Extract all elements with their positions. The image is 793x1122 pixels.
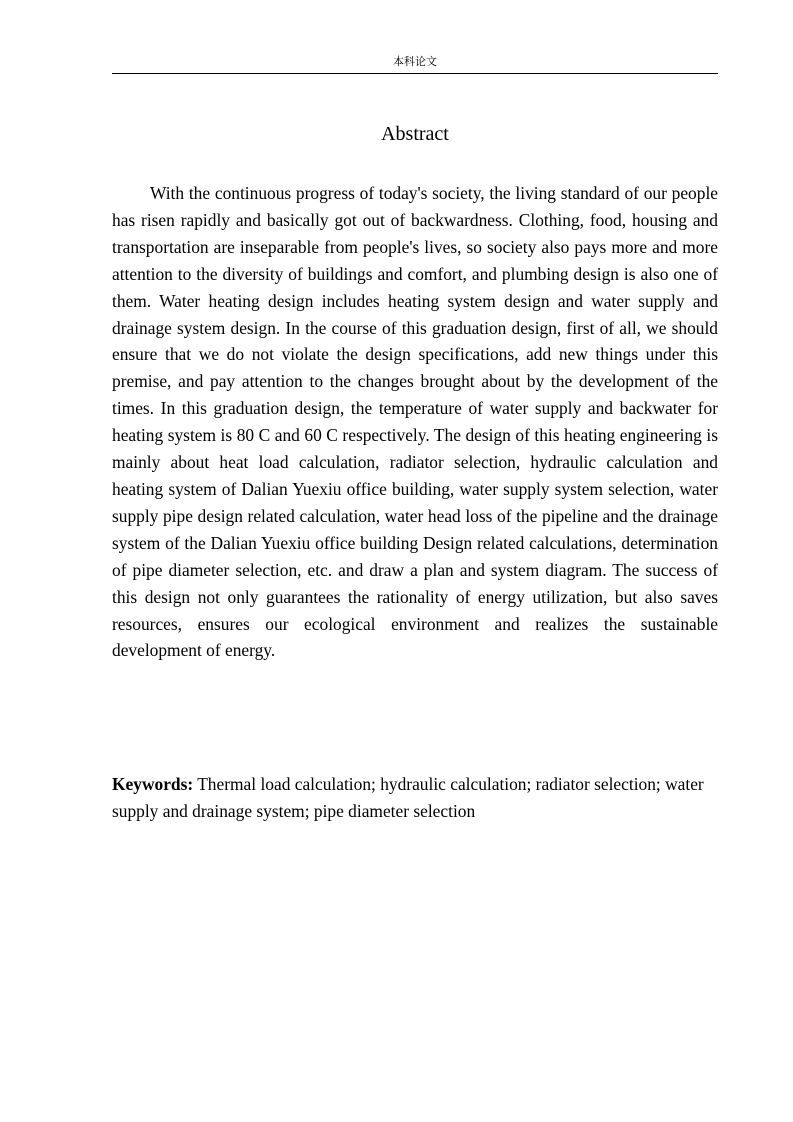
header-divider: [112, 73, 718, 74]
running-header: 本科论文: [393, 55, 437, 68]
keywords-label: Keywords:: [112, 774, 194, 794]
abstract-body: With the continuous progress of today's society, the living standard of our people has risen rapidly and basically got out of backwardness. Clothing, food, housing and transportation are inseparable from people's lives, so society also pays more and more attention to the diversity of buildings and comfort, and plumbing design is also one of them. Water heating design includes heating system design and water supply and drainage system design. In the course of this graduation design, first of all, we should ensure that we do not violate the design specifications, add new things under this premise, and pay attention to the changes brought about by the development of the times. In this graduation design, the temperature of water supply and backwater for heating system is 80 C and 60 C respectively. The design of this heating engineering is mainly about heat load calculation, radiator selection, hydraulic calculation and heating system of Dalian Yuexiu office building, water supply system selection, water supply pipe design related calculation, water head loss of the pipeline and the drainage system of the Dalian Yuexiu office building Design related calculations, determination of pipe diameter selection, etc. and draw a plan and system diagram. The success of this design not only guarantees the rationality of energy utilization, but also saves resources, ensures our ecological environment and realizes the sustainable development of energy.: [112, 183, 718, 661]
abstract-title: Abstract: [381, 123, 449, 145]
keywords-text: Thermal load calculation; hydraulic calculation; radiator selection; water supply and drainage system; pipe diameter selection: [112, 774, 704, 821]
keywords-paragraph: [112, 771, 718, 825]
